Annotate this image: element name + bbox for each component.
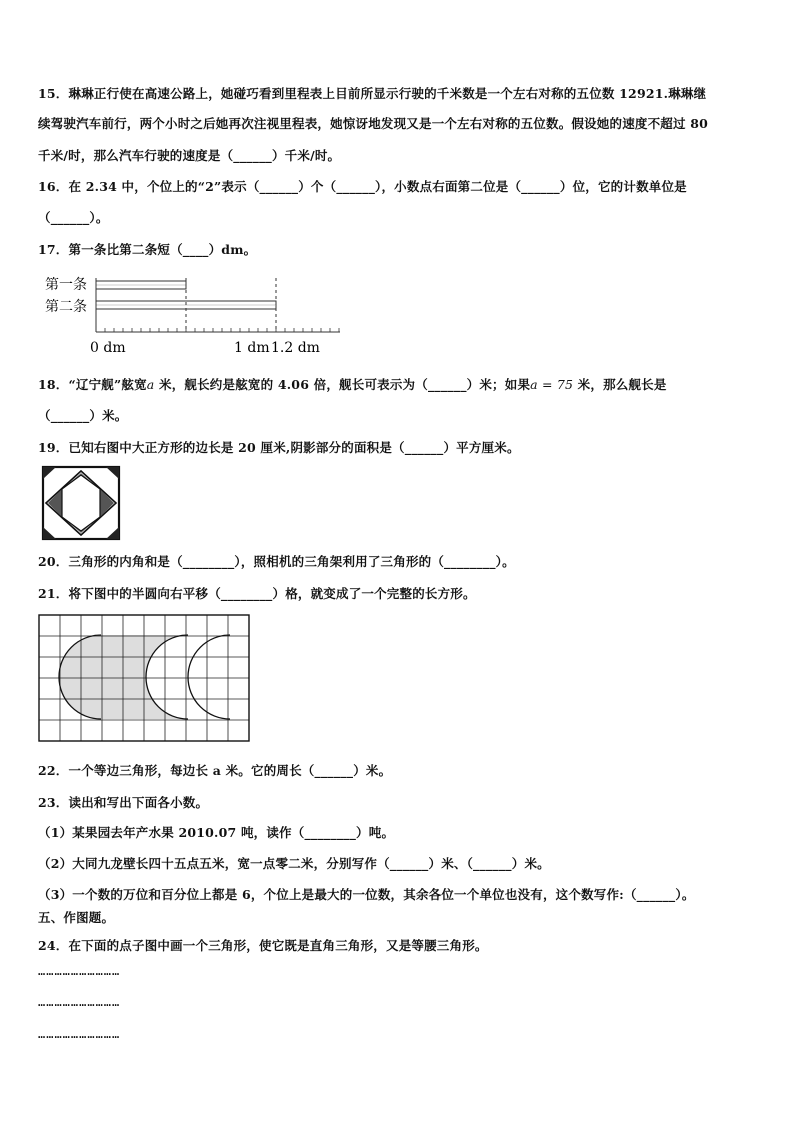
ruler-ticks	[96, 326, 339, 332]
q23-sub2: （2）大同九龙壁长四十五点五米，宽一点零二米，分别写作（______）米、（______）米。	[38, 856, 550, 871]
q17-line1: 17．第一条比第二条短（____）dm。	[38, 242, 257, 257]
q21-line1: 21．将下图中的半圆向右平移（________）格，就变成了一个完整的长方形。	[38, 586, 476, 601]
q23-title: 23．读出和写出下面各小数。	[38, 795, 209, 810]
tick-label-1: 1 dm	[234, 340, 270, 356]
q19-square-figure	[40, 465, 122, 541]
q15-line1: 15．琳琳正行使在高速公路上，她碰巧看到里程表上目前所显示行驶的千米数是一个左右对称的五位数 12921.琳琳继	[38, 86, 707, 101]
label-second: 第二条	[45, 299, 87, 315]
q18-part3: 米，那么舰长是	[573, 377, 667, 392]
grid-lines	[39, 615, 249, 741]
q17-length-figure	[40, 270, 350, 360]
section-5-title: 五、作图题。	[38, 910, 115, 925]
tick-label-1-2: 1.2 dm	[271, 340, 320, 356]
right-semicircle	[188, 635, 230, 719]
q15-line3: 千米/时，那么汽车行驶的速度是（______）千米/时。	[38, 148, 341, 163]
q18-var-a: a	[146, 377, 155, 392]
dot-row-1: …………………………	[38, 964, 121, 978]
q22-line1: 22．一个等边三角形，每边长 a 米。它的周长（______）米。	[38, 763, 392, 778]
q18-part1: 18．“辽宁舰”舷宽	[38, 377, 147, 392]
q20-line1: 20．三角形的内角和是（________），照相机的三角架利用了三角形的（________）。	[38, 554, 515, 569]
q21-grid-figure	[38, 614, 252, 744]
q16-line2: （______）。	[38, 210, 109, 225]
label-first: 第一条	[45, 277, 87, 293]
q15-line2: 续驾驶汽车前行，两个小时之后她再次注视里程表，她惊讶地发现又是一个左右对称的五位数。假设她的速度不超过 80	[38, 116, 709, 131]
tick-label-0: 0 dm	[90, 340, 126, 356]
dot-row-2: …………………………	[38, 995, 121, 1009]
dot-row-3: …………………………	[38, 1027, 121, 1041]
q16-line1: 16．在 2.34 中，个位上的“2”表示（______）个（______），小数点右面第二位是（______）位，它的计数单位是	[38, 179, 687, 194]
q18-part2: 米，舰长约是舷宽的 4.06 倍，舰长可表示为（______）米；如果	[154, 377, 531, 392]
q23-sub1: （1）某果园去年产水果 2010.07 吨，读作（________）吨。	[38, 825, 395, 840]
q18-line2: （______）米。	[38, 408, 128, 423]
q19-line1: 19．已知右图中大正方形的边长是 20 厘米,阴影部分的面积是（______）平方厘米。	[38, 440, 520, 455]
q24-line1: 24．在下面的点子图中画一个三角形，使它既是直角三角形，又是等腰三角形。	[38, 938, 488, 953]
shaded-shape	[59, 635, 188, 719]
q18-equation: a = 75	[530, 377, 574, 392]
q18-line1	[38, 375, 667, 393]
q23-sub3: （3）一个数的万位和百分位上都是 6，个位上是最大的一位数，其余各位一个单位也没有，这个数写作:（______）。	[38, 887, 695, 902]
